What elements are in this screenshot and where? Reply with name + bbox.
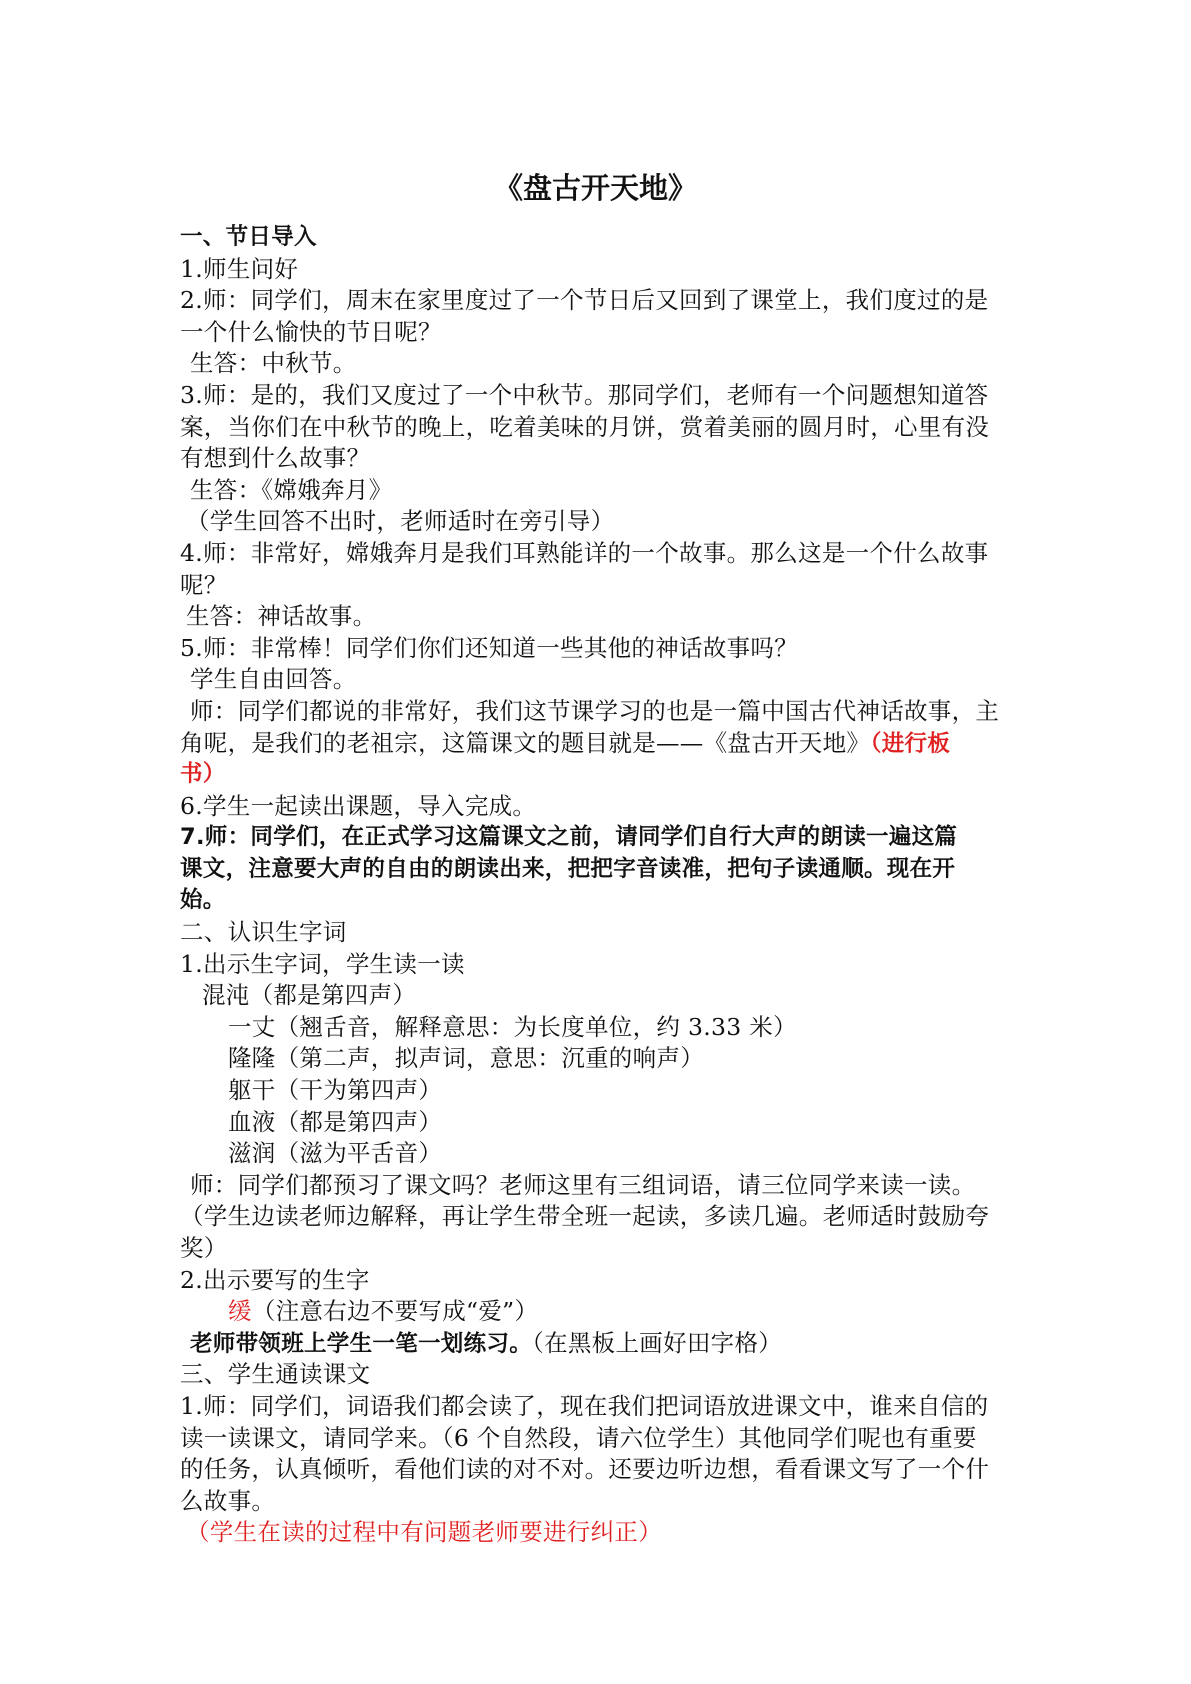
vocab-item: 一丈（翘舌音，解释意思：为长度单位，约 3.33 米） <box>228 1012 797 1041</box>
teacher-note: 奖） <box>180 1234 228 1262</box>
writing-note: （注意右边不要写成“爱”） <box>251 1297 539 1326</box>
paragraph-line: 师：同学们都预习了课文吗？老师这里有三组词语，请三位同学来读一读。 <box>190 1170 976 1199</box>
emphasis-line: 课文，注意要大声的自由的朗读出来，把把字音读准，把句子读通顺。现在开 <box>180 855 956 882</box>
section-heading: 一、节日导入 <box>180 224 317 250</box>
student-answer: 学生自由回答。 <box>190 665 357 694</box>
vocab-item: 混沌（都是第四声） <box>202 981 417 1010</box>
practice-note: （在黑板上画好田字格） <box>532 1328 783 1357</box>
practice-instruction: 老师带领班上学生一笔一划练习。 <box>190 1330 533 1357</box>
paragraph-line: 案，当你们在中秋节的晚上，吃着美味的月饼，赏着美丽的圆月时，心里有没 <box>180 412 990 441</box>
paragraph-line: 呢？ <box>180 570 228 599</box>
paragraph-text: 角呢，是我们的老祖宗，这篇课文的题目就是——《盘古开天地》 <box>180 728 871 757</box>
paragraph-line: 6.学生一起读出课题，导入完成。 <box>180 791 537 820</box>
paragraph-line: 师：同学们都说的非常好，我们这节课学习的也是一篇中国古代神话故事，主 <box>190 696 1000 725</box>
board-note: 书） <box>180 761 226 788</box>
paragraph-line: 么故事。 <box>180 1486 276 1515</box>
paragraph-line: 1.师生问好 <box>180 254 299 283</box>
vocab-item: 血液（都是第四声） <box>228 1107 443 1136</box>
vocab-item: 滋润（滋为平舌音） <box>228 1139 443 1168</box>
paragraph-line: 3.师：是的，我们又度过了一个中秋节。那同学们，老师有一个问题想知道答 <box>180 380 989 409</box>
board-note: （进行板 <box>870 730 951 757</box>
vocab-item: 隆隆（第二声，拟声词，意思：沉重的响声） <box>228 1044 704 1073</box>
paragraph-line: 一个什么愉快的节日呢？ <box>180 317 442 346</box>
teacher-note: （学生边读老师边解释，再让学生带全班一起读，多读几遍。老师适时鼓励夸 <box>180 1202 990 1231</box>
student-answer: 生答：中秋节。 <box>190 349 357 378</box>
section-heading: 二、认识生字词 <box>180 918 347 947</box>
paragraph-line: 1.师：同学们，词语我们都会读了，现在我们把词语放进课文中，谁来自信的 <box>180 1391 989 1420</box>
practice-line <box>180 1328 1010 1360</box>
writing-character: 缓 <box>228 1297 252 1326</box>
document-title: 《盘古开天地》 <box>493 171 697 205</box>
teacher-note: （学生回答不出时，老师适时在旁引导） <box>186 507 615 536</box>
paragraph-line: 2.出示要写的生字 <box>180 1265 370 1294</box>
student-answer: 生答：《嫦娥奔月》 <box>190 475 393 504</box>
paragraph-line: 2.师：同学们，周末在家里度过了一个节日后又回到了课堂上，我们度过的是 <box>180 286 989 315</box>
vocab-item: 躯干（干为第四声） <box>228 1076 443 1105</box>
paragraph-line <box>180 728 1010 760</box>
emphasis-line: 7.师：同学们，在正式学习这篇课文之前，请同学们自行大声的朗读一遍这篇 <box>180 824 958 851</box>
document-body <box>180 222 1010 1549</box>
paragraph-line: 读一读课文，请同学来。（6 个自然段，请六位学生）其他同学们呢也有重要 <box>180 1423 977 1452</box>
paragraph-line: 的任务，认真倾听，看他们读的对不对。还要边听边想，看看课文写了一个什 <box>180 1455 990 1484</box>
correction-note: （学生在读的过程中有问题老师要进行纠正） <box>186 1518 662 1547</box>
writing-character-line <box>180 1296 1010 1328</box>
emphasis-line: 始。 <box>180 887 226 914</box>
section-heading: 三、学生通读课文 <box>180 1360 371 1389</box>
paragraph-line: 有想到什么故事？ <box>180 444 371 473</box>
paragraph-line: 1.出示生字词，学生读一读 <box>180 949 465 978</box>
paragraph-line: 5.师：非常棒！同学们你们还知道一些其他的神话故事吗？ <box>180 633 799 662</box>
student-answer: 生答：神话故事。 <box>186 602 377 631</box>
paragraph-line: 4.师：非常好，嫦娥奔月是我们耳熟能详的一个故事。那么这是一个什么故事 <box>180 538 989 567</box>
